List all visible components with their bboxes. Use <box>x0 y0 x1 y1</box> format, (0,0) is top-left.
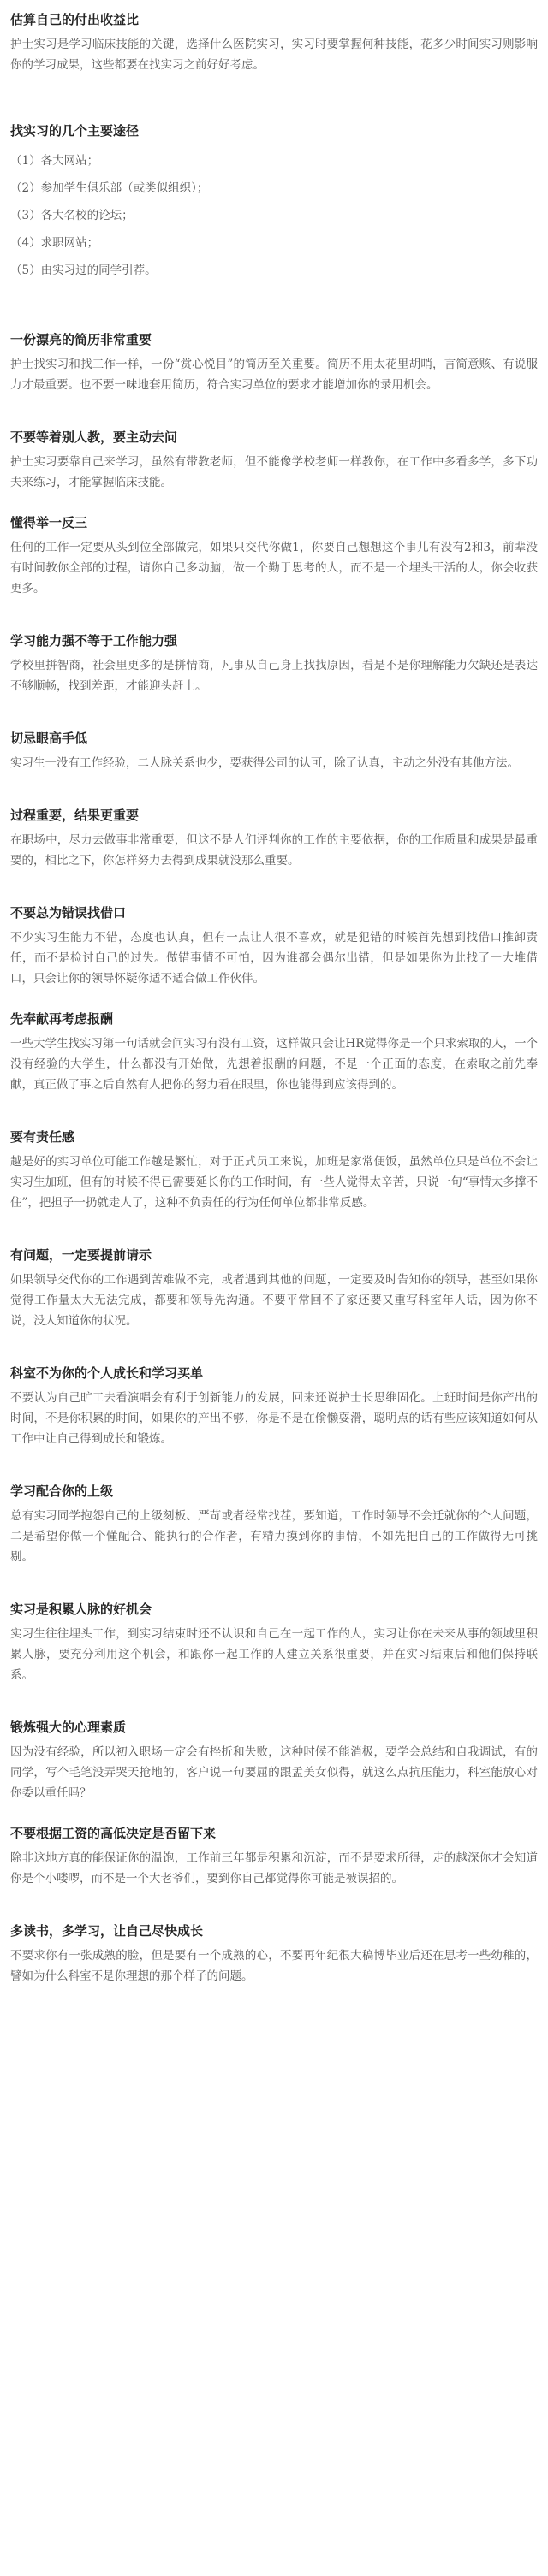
section-paragraph: 如果领导交代你的工作遇到苦难做不完，或者遇到其他的问题，一定要及时告知你的领导，甚至如果你觉得工作量太大无法完成，都要和领导先沟通。不要平常回不了家还要又重写科室年人话，因为你不说，没人知道你的状况。 <box>10 1273 538 1328</box>
section-title: 实习是积累人脉的好机会 <box>10 1602 152 1617</box>
section-mental <box>10 1716 538 1803</box>
section-read <box>10 1920 538 1987</box>
section-paragraph: 在职场中，尽力去做事非常重要，但这不是人们评判你的工作的主要依据，你的工作质量和成果是最重要的，相比之下，你怎样努力去得到成果就没那么重要。 <box>10 833 538 868</box>
section-report <box>10 1244 538 1331</box>
list-item: （2）参加学生俱乐部（或类似组织）； <box>10 181 209 195</box>
section-paragraph: 一些大学生找实习第一句话就会问实习有没有工资，这样做只会让HR觉得你是一个只求索取的人，一个没有经验的大学生，什么都没有开始做，先想着报酬的问题，不是一个正面的态度，在索取之前先奉献，真正做了事之后自然有人把你的努力看在眼里，你也能得到应该得到的。 <box>10 1037 538 1092</box>
section-results <box>10 804 538 871</box>
list-item: （3）各大名校的论坛； <box>10 209 134 222</box>
section-paragraph: 学校里拼智商，社会里更多的是拼情商，凡事从自己身上找找原因，看是不是你理解能力欠缺还是表达不够顺畅，找到差距，才能迎头赶上。 <box>10 659 538 693</box>
section-title: 不要总为错误找借口 <box>10 905 127 921</box>
section-title: 先奉献再考虑报酬 <box>10 1011 114 1027</box>
section-paragraph: 护士找实习和找工作一样，一份“赏心悦目”的简历至关重要。简历不用太花里胡哨，言简意赅、有说服力才最重要。也不要一味地套用简历，符合实习单位的要求才能增加你的录用机会。 <box>10 358 538 392</box>
section-paragraph: 除非这地方真的能保证你的温饱，工作前三年都是积累和沉淀，而不是要求所得，走的越深你才会知道你是个小喽啰，而不是一个大老爷们，要到你自己都觉得你可能是被误招的。 <box>10 1851 538 1886</box>
section-title: 学习能力强不等于工作能力强 <box>10 633 178 648</box>
section-title: 过程重要，结果更重要 <box>10 808 140 823</box>
section-title: 找实习的几个主要途径 <box>10 123 140 139</box>
section-paragraph: 护士实习要靠自己来学习，虽然有带教老师，但不能像学校老师一样教你，在工作中多看多学，多下功夫来练习，才能掌握临床技能。 <box>10 455 538 489</box>
section-title: 切忌眼高手低 <box>10 731 88 746</box>
section-payoff <box>10 9 538 75</box>
section-cooperate <box>10 1480 538 1567</box>
section-title: 锻炼强大的心理素质 <box>10 1720 127 1735</box>
section-title: 不要根据工资的高低决定是否留下来 <box>10 1826 217 1841</box>
section-responsibility <box>10 1126 538 1213</box>
section-salary <box>10 1822 538 1889</box>
section-humble <box>10 727 538 773</box>
section-paragraph: 护士实习是学习临床技能的关键，选择什么医院实习，实习时要掌握何种技能，花多少时间实习则影响你的学习成果，这些都要在找实习之前好好考虑。 <box>10 38 538 72</box>
section-paragraph: 不要认为自己旷工去看演唱会有利于创新能力的发展，回来还说护士长思维固化。上班时间是你产出的时间，不是你积累的时间，如果你的产出不够，你是不是在偷懒耍滑，聪明点的话有些应该知道如何从工作中让自己得到成长和锻炼。 <box>10 1391 538 1446</box>
section-paragraph: 总有实习同学抱怨自己的上级刻板、严苛或者经常找茬，要知道，工作时领导不会迁就你的个人问题，二是希望你做一个懂配合、能执行的合作者，有精力摸到你的事情，不如先把自己的工作做得无可挑剔。 <box>10 1509 538 1564</box>
section-title: 多读书，多学习，让自己尽快成长 <box>10 1923 204 1939</box>
list-item: （5）由实习过的同学引荐。 <box>10 264 157 277</box>
section-network <box>10 1598 538 1685</box>
section-ability <box>10 630 538 696</box>
section-channels <box>10 120 538 284</box>
section-paragraph: 实习生往往埋头工作，到实习结束时还不认识和自己在一起工作的人，实习让你在未来从事的领域里积累人脉，要充分利用这个机会，和跟你一起工作的人建立关系很重要，并在实习结束后和他们保持联系。 <box>10 1627 538 1682</box>
section-infer <box>10 512 538 599</box>
section-growth <box>10 1362 538 1449</box>
section-paragraph: 因为没有经验，所以初入职场一定会有挫折和失败，这种时候不能消极，要学会总结和自我调试，有的同学，写个毛笔没弄哭天抢地的，客户说一句要屈的跟孟美女似得，就这么点抗压能力，科室能放心对你委以重任吗？ <box>10 1745 538 1800</box>
section-title: 科室不为你的个人成长和学习买单 <box>10 1365 204 1381</box>
section-paragraph: 不少实习生能力不错，态度也认真，但有一点让人很不喜欢，就是犯错的时候首先想到找借口推卸责任，而不是检讨自己的过失。做错事情不可怕，因为谁都会偶尔出错，但是如果你为此找了一大堆借口，只会让你的领导怀疑你适不适合做工作伙伴。 <box>10 931 538 986</box>
section-paragraph: 不要求你有一张成熟的脸，但是要有一个成熟的心，不要再年纪很大稿博毕业后还在思考一些幼稚的，譬如为什么科室不是你理想的那个样子的问题。 <box>10 1949 538 1983</box>
section-paragraph: 实习生一没有工作经验，二人脉关系也少，要获得公司的认可，除了认真，主动之外没有其他方法。 <box>10 756 519 770</box>
section-title: 估算自己的付出收益比 <box>10 12 140 27</box>
section-title: 一份漂亮的简历非常重要 <box>10 332 152 347</box>
section-title: 不要等着别人教，要主动去问 <box>10 429 178 445</box>
section-paragraph: 任何的工作一定要从头到位全部做完，如果只交代你做1，你要自己想想这个事儿有没有2和3，前辈没有时间教你全部的过程，请你自己多动脑，做一个勤于思考的人，而不是一个埋头干活的人，你会收获更多。 <box>10 541 538 595</box>
list-item: （4）求职网站； <box>10 236 99 250</box>
section-title: 懂得举一反三 <box>10 515 88 530</box>
section-excuses <box>10 902 538 989</box>
section-ask <box>10 426 538 493</box>
section-paragraph: 越是好的实习单位可能工作越是繁忙，对于正式员工来说，加班是家常便饭，虽然单位只是单位不会让实习生加班，但有的时候不得已需要延长你的工作时间，有一些人觉得太辛苦，只说一句“事情太多撑不住”，把担子一扔就走人了，这种不负责任的行为任何单位都非常反感。 <box>10 1155 538 1210</box>
section-title: 有问题，一定要提前请示 <box>10 1247 152 1263</box>
section-title: 要有责任感 <box>10 1129 75 1145</box>
channel-list <box>10 147 538 284</box>
section-title: 学习配合你的上级 <box>10 1483 114 1499</box>
list-item: （1）各大网站； <box>10 154 99 168</box>
section-resume <box>10 329 538 395</box>
section-contribute <box>10 1008 538 1095</box>
